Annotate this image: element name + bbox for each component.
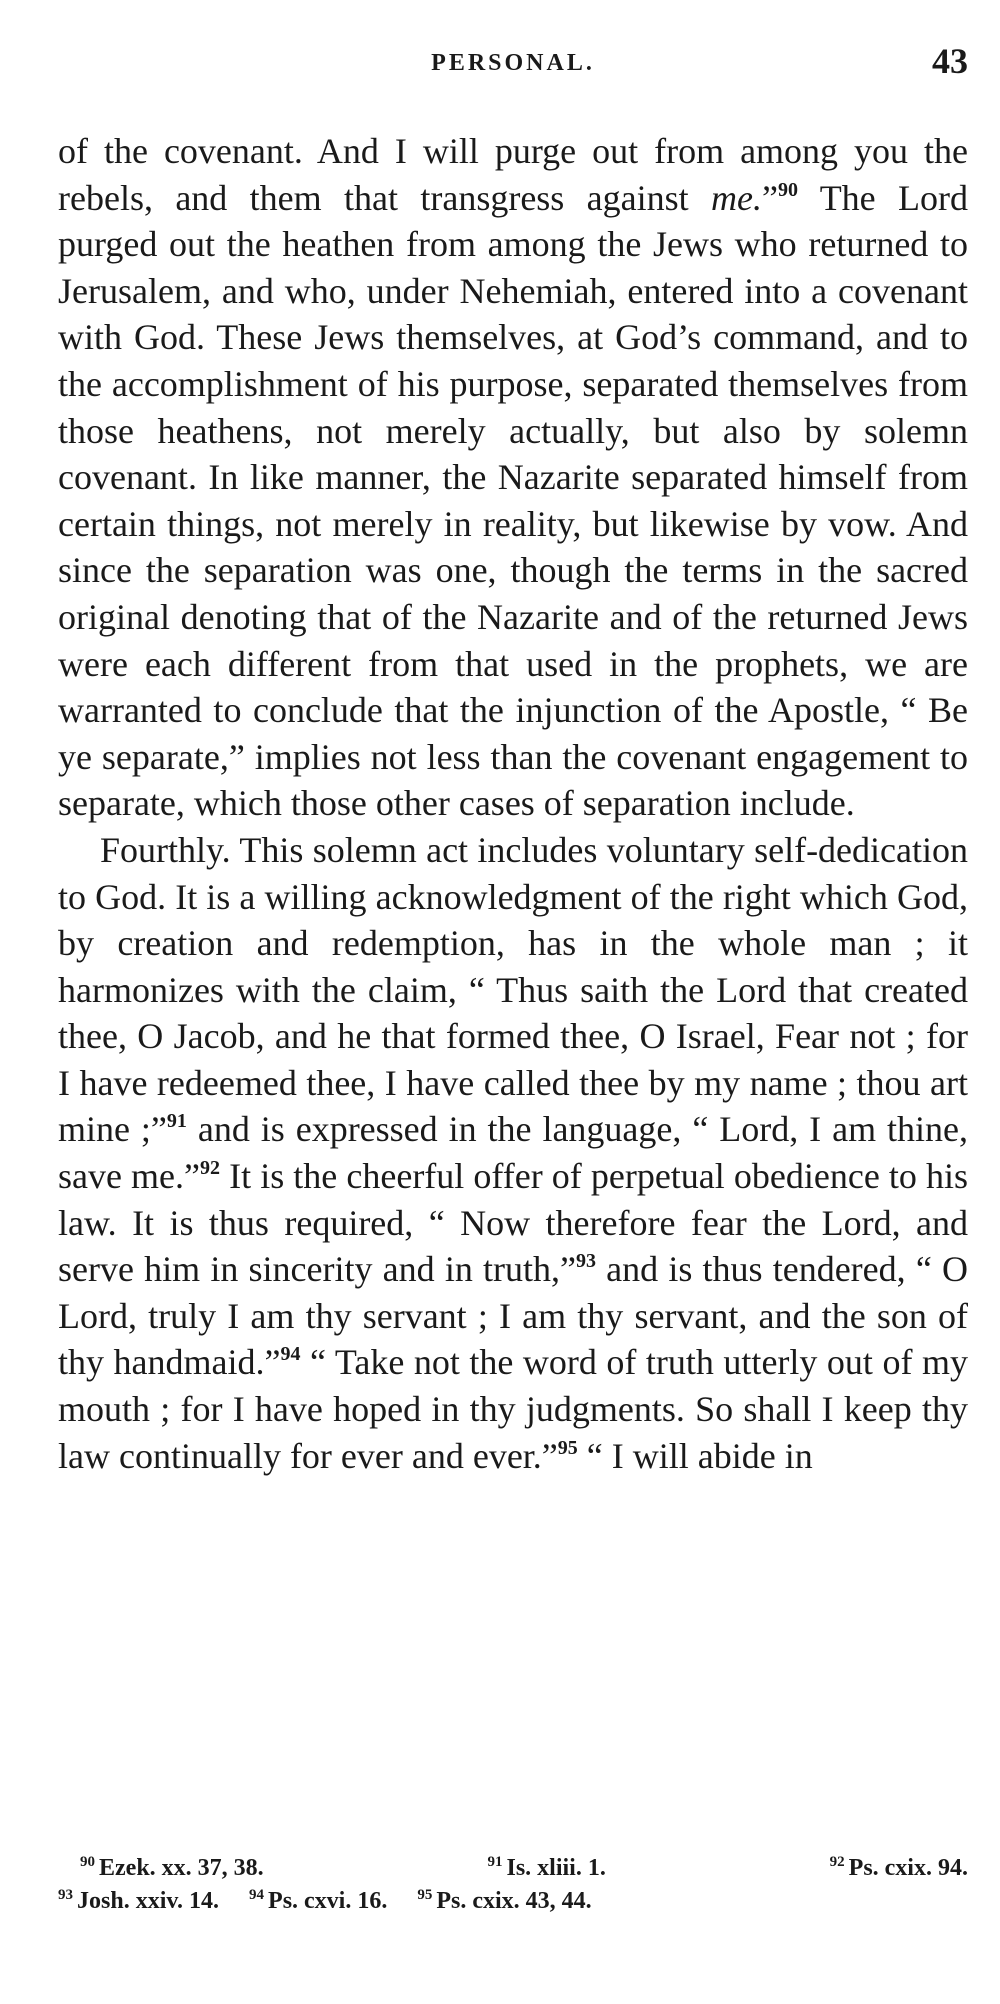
footnote-number: 95 xyxy=(417,1887,433,1903)
footnote-ref: 93 xyxy=(575,1250,596,1273)
footnote-text: Ps. cxvi. 16. xyxy=(268,1888,388,1914)
paragraph-2 xyxy=(58,827,968,1479)
footnote-text: Ps. cxix. 43, 44. xyxy=(436,1888,592,1914)
footnote-number: 92 xyxy=(829,1854,845,1870)
footnote-line xyxy=(58,1852,968,1885)
text-run: and is thus tendered, “ O Lord, truly I am thy servant ; I am thy servant, and the son of thy handmaid.” xyxy=(58,1249,968,1383)
italic-text: me. xyxy=(711,177,762,218)
text-run: Fourthly. This solemn act includes voluntary self-dedication to God. It is a willing acknowledgment of the right which God, by creation and redemption, has in the whole man ; it harmonizes with the claim, “ Thus saith the Lord that created thee, O Jacob, and he that formed thee, O Israel, Fear not ; for I have redeemed thee, I have called thee by my name ; thou art mine ;” xyxy=(58,829,968,1150)
text-run: It is the cheerful offer of perpetual obedience to his law. It is thus required, “ Now therefore fear the Lord, and serve him in sincerity and in truth,” xyxy=(58,1156,968,1290)
footnote xyxy=(487,1852,605,1885)
footnote-text: Ps. cxix. 94. xyxy=(848,1855,968,1881)
footnote-ref: 90 xyxy=(777,178,798,201)
text-run: “ Take not the word of truth utterly out of my mouth ; for I have hoped in thy judgments. So shall I keep thy law continually for ever and ever.” xyxy=(58,1342,968,1476)
running-head: PERSONAL. xyxy=(431,50,595,76)
footnote-line xyxy=(58,1885,968,1918)
text-run: “ I will abide in xyxy=(577,1435,813,1476)
footnote xyxy=(830,1852,968,1885)
footnote xyxy=(80,1852,264,1885)
text-run: The Lord purged out the heathen from among the Jews who returned to Jerusalem, and who, under Nehemiah, entered into a covenant with God. These Jews themselves, at God’s command, and to the accomplishment of his purpose, separated themselves from those heathens, not merely actually, but also by solemn covenant. In like manner, the Nazarite separated himself from certain things, not merely in reality, but likewise by vow. And since the separation was one, though the terms in the sacred original denoting that of the Nazarite and of the returned Jews were each different from that used in the prophets, we are warranted to conclude that the injunction of the Apostle, “ Be ye separate,” implies not less than the covenant engagement to separate, which those other cases of separation include. xyxy=(58,177,969,824)
footnote xyxy=(417,1885,591,1918)
footnote-ref: 94 xyxy=(280,1343,301,1366)
footnote-text: Is. xliii. 1. xyxy=(506,1855,606,1881)
footnote-ref: 95 xyxy=(557,1436,578,1459)
text-run: ” xyxy=(762,177,778,218)
footnote-text: Ezek. xx. 37, 38. xyxy=(99,1855,264,1881)
text-run: of the covenant. And I will purge out from among you the rebels, and them that transgress against xyxy=(58,131,968,218)
text-run: and is expressed in the language, “ Lord, I am thine, save me.” xyxy=(58,1109,968,1197)
footnote-number: 94 xyxy=(249,1887,265,1903)
paragraph-1 xyxy=(58,128,968,827)
footnote-ref: 91 xyxy=(166,1110,187,1133)
footnotes xyxy=(58,1852,968,1918)
body-text xyxy=(58,128,968,1479)
footnote-number: 93 xyxy=(58,1887,73,1903)
page-number: 43 xyxy=(932,41,968,81)
footnote xyxy=(249,1885,387,1918)
footnote-text: Josh. xxiv. 14. xyxy=(77,1888,220,1914)
footnote-number: 90 xyxy=(80,1854,95,1870)
page-header xyxy=(58,40,968,90)
footnote-number: 91 xyxy=(487,1854,503,1870)
footnote xyxy=(58,1885,219,1918)
footnote-ref: 92 xyxy=(200,1157,221,1180)
